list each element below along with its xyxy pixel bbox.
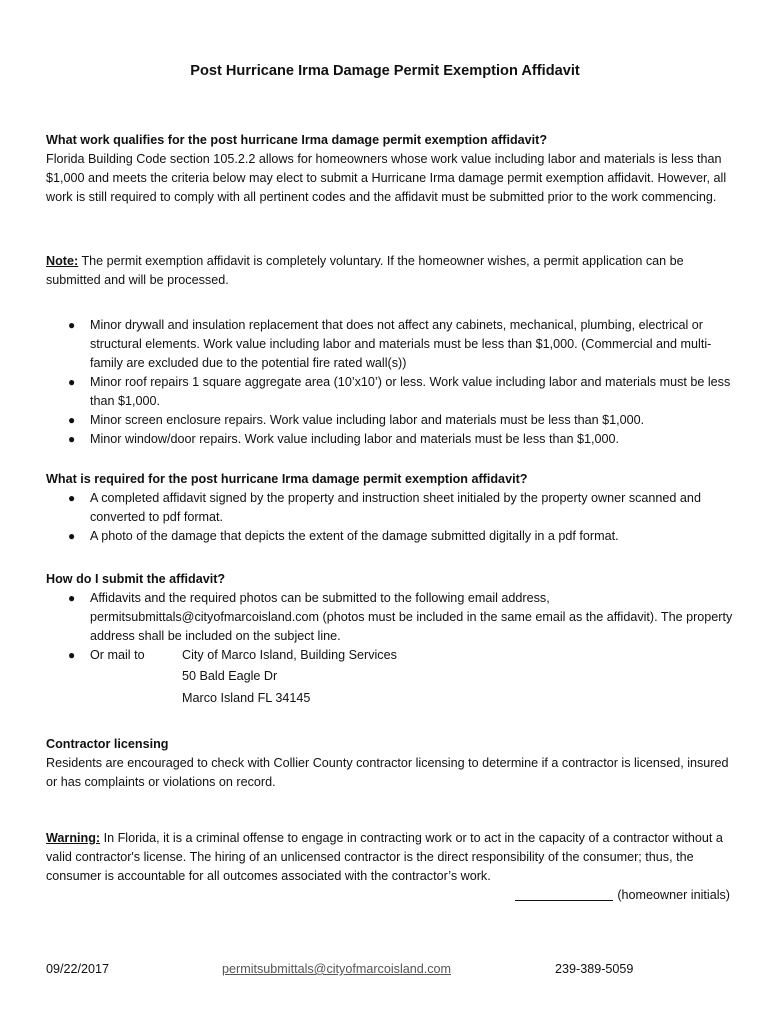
note-section — [46, 252, 736, 290]
submit-email-text: Affidavits and the required photos can be submitted to the following email address, permitsubmittals@cityofmarcoisland.com (photos must be included in the same email as the affidavit). The property address shall be included on the subject line. — [90, 591, 733, 643]
page-title: Post Hurricane Irma Damage Permit Exemption Affidavit — [190, 63, 580, 79]
footer-phone: 239-389-5059 — [555, 962, 634, 976]
warning-paragraph — [46, 829, 736, 886]
submit-list — [46, 589, 736, 665]
required-list — [46, 489, 736, 546]
mail-row — [90, 646, 736, 665]
licensing-body: Residents are encouraged to check with Collier County contractor licensing to determine if a contractor is licensed, insured or has complaints or violations on record. — [46, 756, 729, 789]
work-item-text: Minor window/door repairs. Work value including labor and materials must be less than $1,000. — [90, 432, 619, 446]
qualify-section — [46, 131, 736, 207]
bullet-icon: ● — [68, 318, 76, 332]
initials-blank-line[interactable] — [515, 886, 613, 901]
bullet-icon: ● — [68, 375, 76, 389]
note-label: Note: — [46, 254, 79, 268]
note-text: The permit exemption affidavit is completely voluntary. If the homeowner wishes, a permit application can be submitted and will be processed. — [46, 254, 684, 287]
work-item-text: Minor screen enclosure repairs. Work value including labor and materials must be less than $1,000. — [90, 413, 645, 427]
footer-email-link[interactable]: permitsubmittals@cityofmarcoisland.com — [222, 962, 452, 976]
licensing-heading: Contractor licensing — [46, 737, 169, 751]
address-line-3: Marco Island FL 34145 — [182, 691, 311, 705]
homeowner-initials — [46, 886, 736, 905]
work-items-section — [46, 316, 736, 449]
work-item-text: Minor roof repairs 1 square aggregate area (10’x10’) or less. Work value including labor and materials must be less than $1,000. — [90, 375, 731, 408]
bullet-icon: ● — [68, 591, 76, 605]
list-item — [46, 430, 736, 449]
warning-text: In Florida, it is a criminal offense to engage in contracting work or to act in the capacity of a contractor without a valid contractor's license. The hiring of an unlicensed contractor is the direct responsibility of the consumer; thus, the consumer is accountable for all outcomes associated with the contractor’s work. — [46, 831, 723, 883]
bullet-icon: ● — [68, 413, 76, 427]
licensing-section — [46, 735, 736, 792]
list-item — [46, 589, 736, 646]
bullet-icon: ● — [68, 491, 76, 505]
submit-heading: How do I submit the affidavit? — [46, 572, 226, 586]
address-line-2: 50 Bald Eagle Dr — [182, 669, 278, 683]
address-line-1: City of Marco Island, Building Services — [182, 648, 397, 662]
list-item — [46, 411, 736, 430]
qualify-body: Florida Building Code section 105.2.2 allows for homeowners whose work value including labor and materials is less than $1,000 and meets the criteria below may elect to submit a Hurricane Irma damage permit exemption affidavit. However, all work is still required to comply with all pertinent codes and the affidavit must be submitted prior to the work commencing. — [46, 152, 727, 204]
warning-section — [46, 829, 736, 905]
required-item-text: A completed affidavit signed by the property and instruction sheet initialed by the property owner scanned and converted to pdf format. — [90, 491, 701, 524]
footer-date: 09/22/2017 — [46, 962, 110, 976]
qualify-heading: What work qualifies for the post hurricane Irma damage permit exemption affidavit? — [46, 133, 548, 147]
footer — [46, 960, 736, 980]
warning-label: Warning: — [46, 831, 101, 845]
mail-label: Or mail to — [90, 648, 145, 662]
list-item — [46, 527, 736, 546]
required-section — [46, 470, 736, 546]
work-item-text: Minor drywall and insulation replacement that does not affect any cabinets, mechanical, plumbing, electrical or structural elements. Work value including labor and materials must be less than $1,000. (Commercial and multi-family are excluded due to the potential fire rated wall(s)) — [90, 318, 712, 370]
bullet-icon: ● — [68, 648, 76, 662]
list-item — [46, 373, 736, 411]
required-heading: What is required for the post hurricane Irma damage permit exemption affidavit? — [46, 472, 528, 486]
bullet-icon: ● — [68, 432, 76, 446]
note-paragraph — [46, 252, 736, 290]
required-item-text: A photo of the damage that depicts the extent of the damage submitted digitally in a pdf format. — [90, 529, 619, 543]
initials-label: (homeowner initials) — [617, 888, 730, 902]
list-item — [46, 489, 736, 527]
bullet-icon: ● — [68, 529, 76, 543]
work-items-list — [46, 316, 736, 449]
submit-section — [46, 570, 736, 709]
list-item — [46, 316, 736, 373]
list-item — [46, 646, 736, 665]
mail-address — [182, 665, 736, 709]
